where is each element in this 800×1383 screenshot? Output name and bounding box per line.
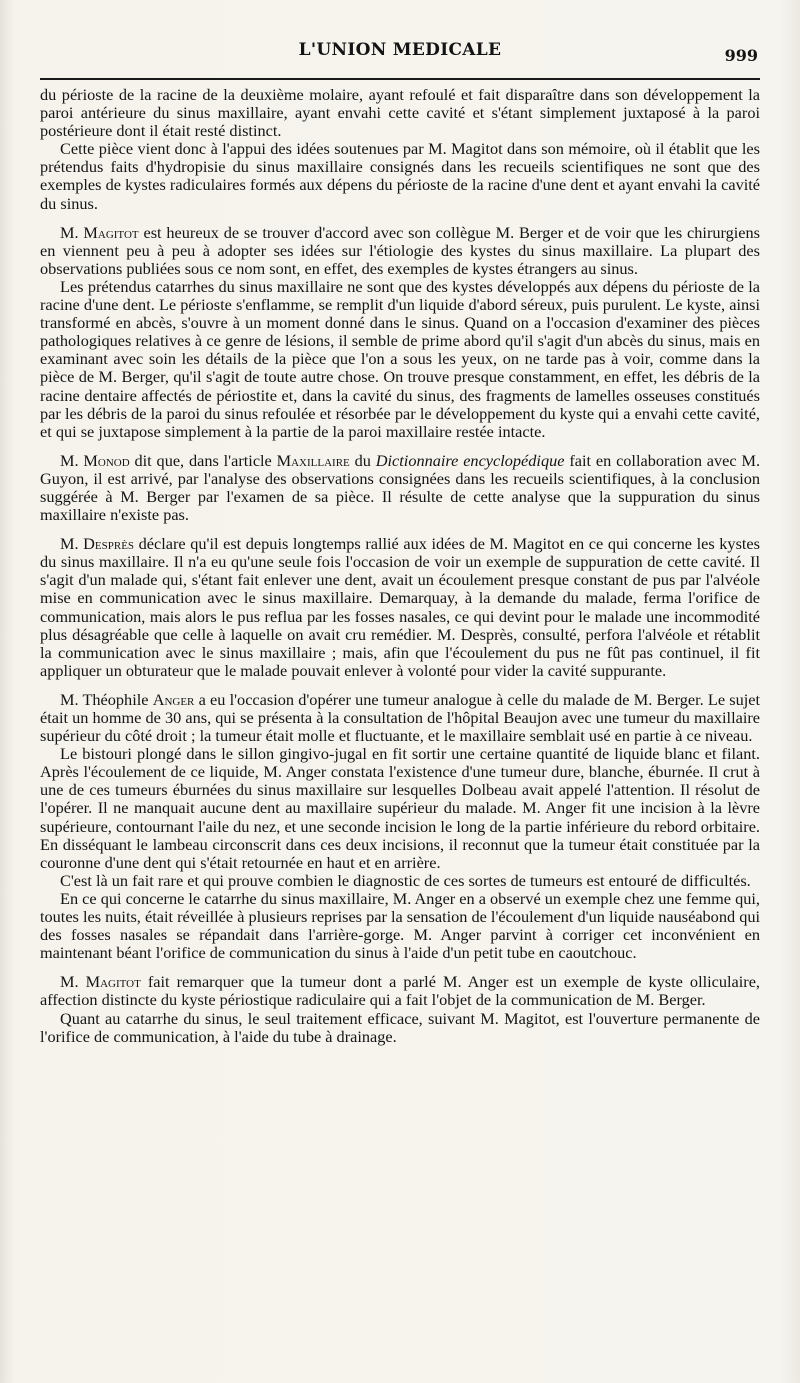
speaker-name: Magitot [83,222,139,242]
article-name: Maxillaire [276,450,350,470]
dictionary-title: Dictionnaire encyclopédique [375,450,565,470]
page-number: 999 [724,46,758,65]
speaker-name: Monod [83,450,130,470]
paragraph: du périoste de la racine de la deuxième molaire, ayant refoulé et fait disparaître dans son développement la paroi antérieure du sinus maxillaire, ayant envahi cette cavité et s'étant simplement juxtaposé à la paroi postérieure dont il était resté distinct. [40,85,760,141]
paragraph: Le bistouri plongé dans le sillon gingivo-jugal en fit sortir une certaine quantité de liquide blanc et filant. Après l'écoulement de ce liquide, M. Anger constata l'existence d'une tumeur dure, blanche, éburnée. Il crut à une de ces tumeurs éburnées du sinus maxillaire sur lesquelles Dolbeau avait appelé l'attention. Il résolut de l'opérer. Il ne manquait aucune dent au maxillaire supérieur du malade. M. Anger fit une incision à la lèvre supérieure, contournant l'aile du nez, et une seconde incision le long de la partie inférieure du rebord orbitaire. En disséquant le lambeau circonscrit dans ces deux incisions, il reconnut que la tumeur était constituée par la couronne d'une dent qui s'était retournée en haut et en arrière. [40,744,760,872]
paragraph: Les prétendus catarrhes du sinus maxillaire ne sont que des kystes développés aux dépens du périoste de la racine d'une dent. Le périoste s'enflamme, se remplit d'un liquide d'abord séreux, puis purulent. Le kyste, ainsi transformé en abcès, s'ouvre à un moment donné dans le sinus. Quand on a l'occasion d'examiner des pièces pathologiques relatives à ce genre de lésions, il semble de prime abord qu'il s'agit d'un abcès du sinus, mais en examinant avec soin les détails de la pièce que l'on a sous les yeux, on ne tarde pas à voir, comme dans la pièce de M. Berger, qu'il s'agit de toute autre chose. On trouve presque constamment, en effet, les débris de la racine dentaire affectés de périostite et, dans la cavité du sinus, des fragments de lamelles osseuses constitués par les débris de la paroi du sinus refoulée et résorbée par le développement du kyste qui a envahi cette cavité, et qui se juxtapose simplement à la partie de la paroi maxillaire restée intacte. [40,276,760,441]
paragraph: Quant au catarrhe du sinus, le seul traitement efficace, suivant M. Magitot, est l'ouverture permanente de l'orifice de communication, à l'aide du tube à drainage. [40,1008,760,1046]
paragraph: M. Magitot est heureux de se trouver d'accord avec son collègue M. Berger et de voir que les chirurgiens en viennent peu à peu à adopter ses idées sur l'étiologie des kystes du sinus maxillaire. La plupart des observations publiées sous ce nom sont, en effet, des exemples de kystes étrangers au sinus. [40,222,760,278]
speaker-name: Magitot [85,972,141,992]
speaker-name: Desprès [83,534,135,554]
speaker-name: Anger [152,689,195,709]
paragraph: M. Théophile Anger a eu l'occasion d'opérer une tumeur analogue à celle du malade de M. Berger. Le sujet était un homme de 30 ans, qui se présenta à la consultation de l'hôpital Beaujon avec une tumeur du maxillaire supérieur du côté droit ; la tumeur était molle et fluctuante, et le maxillaire semblait usé en partie à ce niveau. [40,689,760,746]
paragraph: C'est là un fait rare et qui prouve combien le diagnostic de ces sortes de tumeurs est entouré de difficultés. [60,870,751,890]
paragraph: M. Desprès déclare qu'il est depuis longtemps rallié aux idées de M. Magitot en ce qui concerne les kystes du sinus maxillaire. Il n'a eu qu'une seule fois l'occasion de voir un exemple de suppuration de cette cavité. Il s'agit d'un malade qui, s'étant fait enlever une dent, avait un écoulement presque constant de pus par l'alvéole mise en communication avec le sinus maxillaire. Demarquay, à la demande du malade, ferma l'orifice de communication, mais alors le pus reflua par les fosses nasales, ce qui devint pour le malade une incommodité plus désagréable que celle à laquelle on avait cru remédier. M. Desprès, consulté, perfora l'alvéole et rétablit la communication avec le sinus maxillaire ; mais, afin que l'écoulement du pus ne fût pas continuel, il fit appliquer un obturateur que le malade pouvait enlever à volonté pour vider la cavité suppurante. [40,534,760,680]
paragraph: M. Monod dit que, dans l'article Maxillaire du Dictionnaire encyclopédique fait en collaboration avec M. Guyon, il est arrivé, par l'analyse des observations consignées dans les recueils scientifiques, à la conclusion suggérée à M. Berger par l'examen de sa pièce. Il résulte de cette analyse que la suppuration du sinus maxillaire n'existe pas. [40,450,761,525]
paragraph: M. Magitot fait remarquer que la tumeur dont a parlé M. Anger est un exemple de kyste olliculaire, affection distincte du kyste périostique radiculaire qui a fait l'objet de la communication de M. Berger. [40,972,760,1010]
article-body [40,86,760,1046]
header-rule [40,78,760,80]
paragraph: En ce qui concerne le catarrhe du sinus maxillaire, M. Anger en a observé un exemple chez une femme qui, toutes les nuits, était réveillée à plusieurs reprises par la sensation de l'écoulement d'un liquide nauséabond qui des fosses nasales se répandait dans l'arrière-gorge. M. Anger parvint à corriger cet inconvénient en maintenant béant l'orifice de communication du sinus à l'aide d'un petit tube en caoutchouc. [40,888,760,963]
page-header [40,40,760,74]
paragraph: Cette pièce vient donc à l'appui des idées soutenues par M. Magitot dans son mémoire, où il établit que les prétendus faits d'hydropisie du sinus maxillaire consignés dans les recueils scientifiques ne sont que des exemples de kystes radiculaires formés aux dépens du périoste de la racine d'une dent et ayant envahi la cavité du sinus. [40,139,760,213]
running-title: L'UNION MEDICALE [298,40,502,60]
